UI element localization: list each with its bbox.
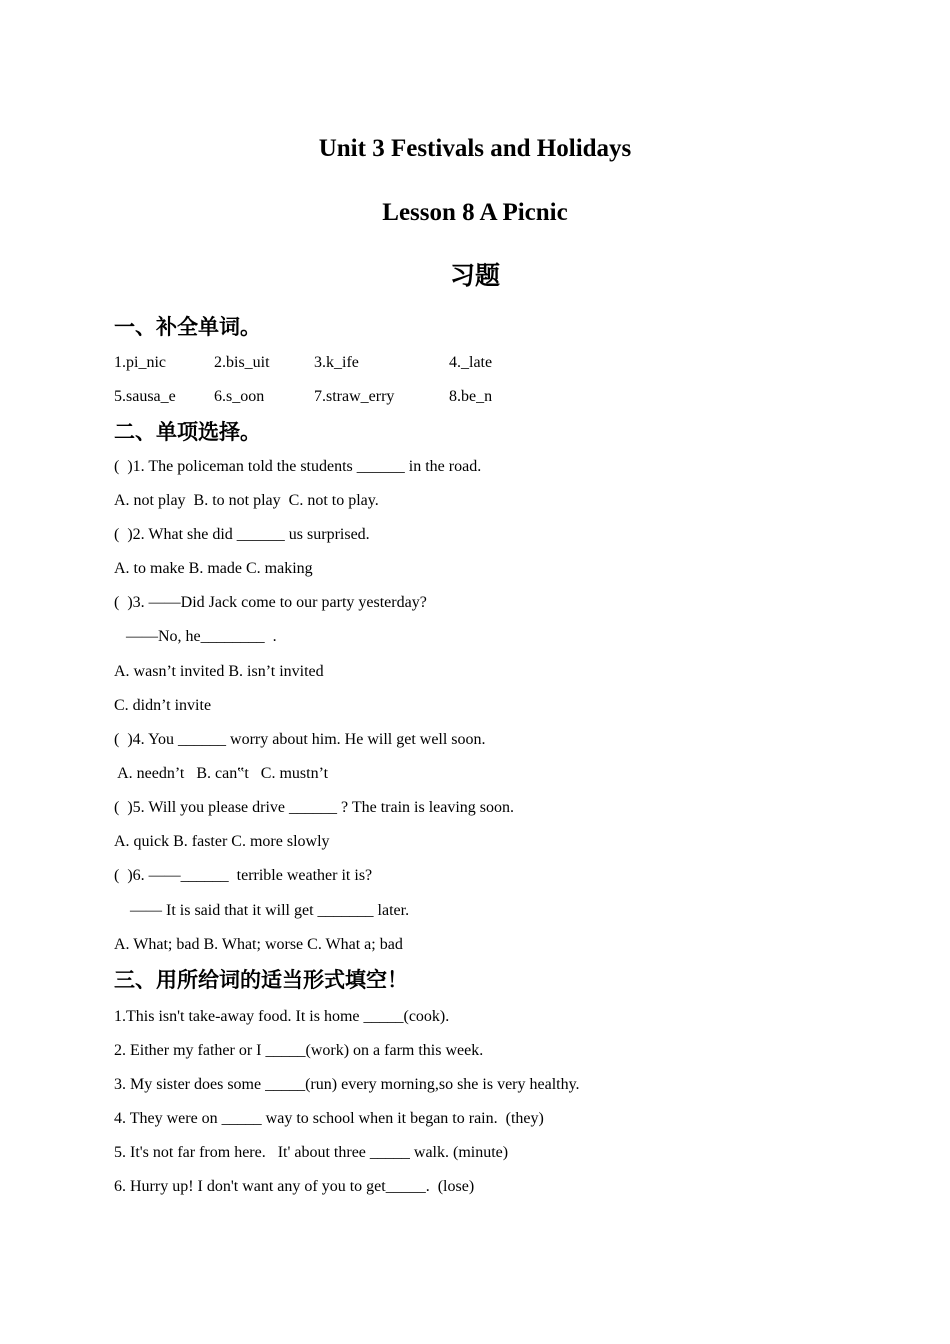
word-item: 1.pi_nic <box>114 354 166 371</box>
word-item: 4._late <box>449 354 493 371</box>
question-line: ——No, he________ . <box>114 628 277 645</box>
exercise-title: 习题 <box>449 263 500 290</box>
fill-line: 2. Either my father or I _____(work) on a farm this week. <box>114 1042 484 1059</box>
word-item: 3.k_ife <box>314 354 359 371</box>
options-line: A. not play B. to not play C. not to play. <box>114 492 379 509</box>
fill-line: 1.This isn't take-away food. It is home _____(cook). <box>114 1008 450 1025</box>
question-line: ( )3. ——Did Jack come to our party yesterday? <box>114 594 427 611</box>
fill-line: 4. They were on _____ way to school when it began to rain. (they) <box>114 1110 544 1127</box>
word-item: 8.be_n <box>449 388 493 405</box>
word-item: 5.sausa_e <box>114 388 176 405</box>
options-line: A. What; bad B. What; worse C. What a; bad <box>114 936 403 953</box>
options-line: C. didn’t invite <box>114 697 212 714</box>
word-item: 6.s_oon <box>214 388 265 405</box>
question-line: ( )1. The policeman told the students ______ in the road. <box>114 458 482 475</box>
section1-heading: 一、补全单词。 <box>114 315 261 339</box>
options-line: A. wasn’t invited B. isn’t invited <box>114 663 324 680</box>
options-line: A. to make B. made C. making <box>114 560 313 577</box>
section2-heading: 二、单项选择。 <box>114 420 261 444</box>
question-line: —— It is said that it will get _______ later. <box>114 902 410 919</box>
options-line: A. quick B. faster C. more slowly <box>114 833 330 850</box>
unit-title: Unit 3 Festivals and Holidays <box>318 135 632 162</box>
options-line: A. needn’t B. can‟t C. mustn’t <box>114 765 329 782</box>
word-item: 7.straw_erry <box>314 388 395 405</box>
word-item: 2.bis_uit <box>214 354 270 371</box>
fill-line: 5. It's not far from here. It' about three _____ walk. (minute) <box>114 1144 509 1161</box>
section3-heading: 三、用所给词的适当形式填空！ <box>114 968 408 992</box>
question-line: ( )2. What she did ______ us surprised. <box>114 526 370 543</box>
lesson-title: Lesson 8 A Picnic <box>382 199 568 226</box>
question-line: ( )5. Will you please drive ______ ? The train is leaving soon. <box>114 799 515 816</box>
question-line: ( )6. ——______ terrible weather it is? <box>114 867 373 884</box>
fill-line: 6. Hurry up! I don't want any of you to get_____. (lose) <box>114 1178 475 1195</box>
fill-line: 3. My sister does some _____(run) every morning,so she is very healthy. <box>114 1076 580 1093</box>
question-line: ( )4. You ______ worry about him. He will get well soon. <box>114 731 486 748</box>
